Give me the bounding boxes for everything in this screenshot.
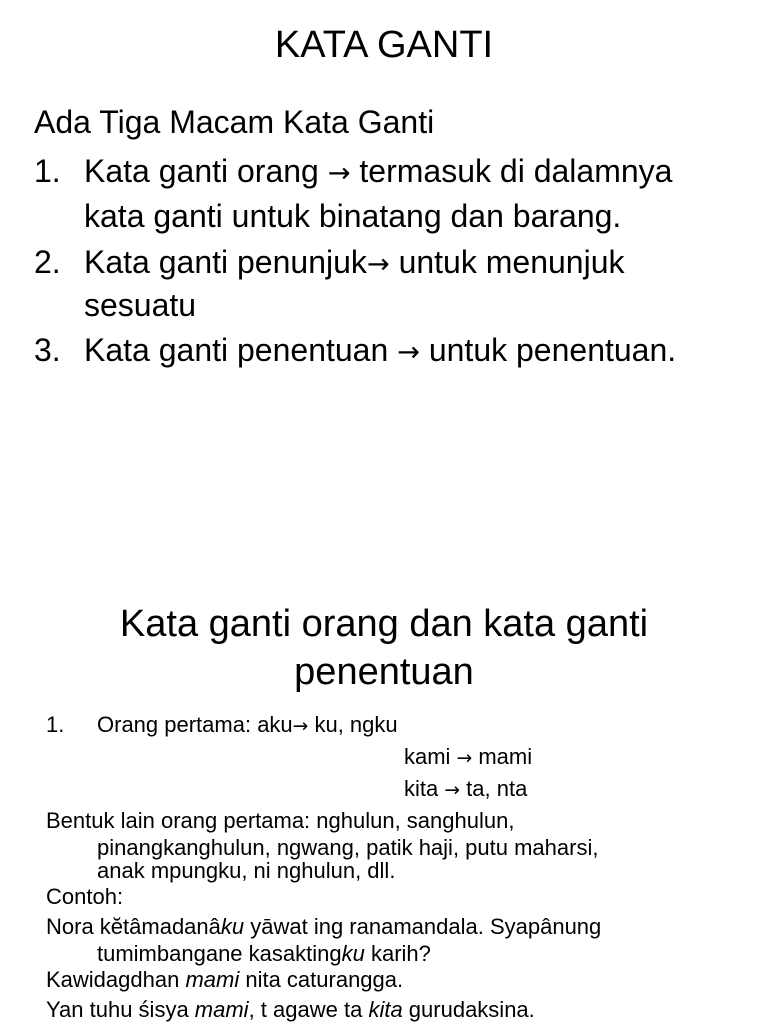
text-part: karih? [364,941,431,966]
paragraph-line [46,995,746,1025]
italic-text: mami [185,967,240,992]
bentuk-lain-paragraph [46,806,746,882]
text-part: Nora kĕtâmadanâ [46,914,221,939]
paragraph-line [46,912,746,942]
list-number: 1. [34,153,61,189]
arrow-right-icon: → [327,158,351,189]
pronoun-row-kita [46,774,746,806]
paragraph-line [46,965,746,995]
list-item [34,150,754,238]
item-text-part: ku, ngku [308,712,398,737]
paragraph-line [46,942,746,965]
slide-title: KATA GANTI [274,24,494,66]
arrow-right-icon: → [366,249,390,280]
slide-kata-ganti-orang [0,590,768,1024]
italic-text: mami [194,997,249,1022]
arrow-right-icon: → [456,748,473,769]
italic-text: ku [220,914,245,939]
text-part: , t agawe ta [248,997,369,1022]
item-text: Kata ganti penentuan [84,332,398,368]
title-line: Kata ganti orang dan kata ganti [119,603,649,645]
text-part: gurudaksina. [402,997,535,1022]
arrow-right-icon: → [444,780,461,801]
example-sentence [46,995,746,1025]
text-part: nita caturangga. [239,967,404,992]
italic-text: ku [341,941,365,966]
list-number: 1. [46,712,65,737]
label-text: Contoh: [46,884,124,909]
example-sentence [46,965,746,995]
italic-text: kita [368,997,403,1022]
list-item [34,242,754,325]
item-text: untuk menunjuk [389,244,625,280]
text-part: tumimbangane kasakting [97,941,342,966]
item-text: Kata ganti orang [84,153,328,189]
pronoun-text: mami [472,744,533,769]
pronoun-text: kita [404,776,445,801]
pronoun-row-kami [46,742,746,774]
paragraph-line: pinangkanghulun, ngwang, patik haji, putu maharsi, [97,835,599,860]
text-part: yāwat ing ranamandala. Syapânung [244,914,602,939]
item-text: kata ganti untuk binatang dan barang. [84,198,622,234]
item-text [46,712,398,737]
slide-kata-ganti [0,0,768,510]
slide-content [46,710,746,1025]
item-text: sesuatu [84,287,197,323]
kata-ganti-list [34,150,754,378]
text-part: Kawidagdhan [46,967,186,992]
item-text: termasuk di dalamnya [350,153,673,189]
item-text: untuk penentuan. [419,332,677,368]
pronoun-text: kami [404,744,457,769]
list-item [46,710,746,742]
contoh-label [46,882,746,912]
example-sentence [46,912,746,965]
slide-title [0,600,768,696]
arrow-right-icon: → [397,337,420,368]
list-number: 3. [34,332,61,368]
list-number: 2. [34,244,61,280]
paragraph-line: anak mpungku, ni nghulun, dll. [97,858,396,883]
pronoun-text: ta, nta [460,776,528,801]
item-text-part: Orang pertama: aku [97,712,293,737]
paragraph-line: Bentuk lain orang pertama: nghulun, sanghulun, [46,808,515,833]
title-line: penentuan [294,651,474,693]
text-part: Yan tuhu śisya [46,997,195,1022]
item-text: Kata ganti penunjuk [84,244,367,280]
list-item [34,329,754,374]
intro-text: Ada Tiga Macam Kata Ganti [34,104,435,140]
arrow-right-icon: → [292,716,309,737]
